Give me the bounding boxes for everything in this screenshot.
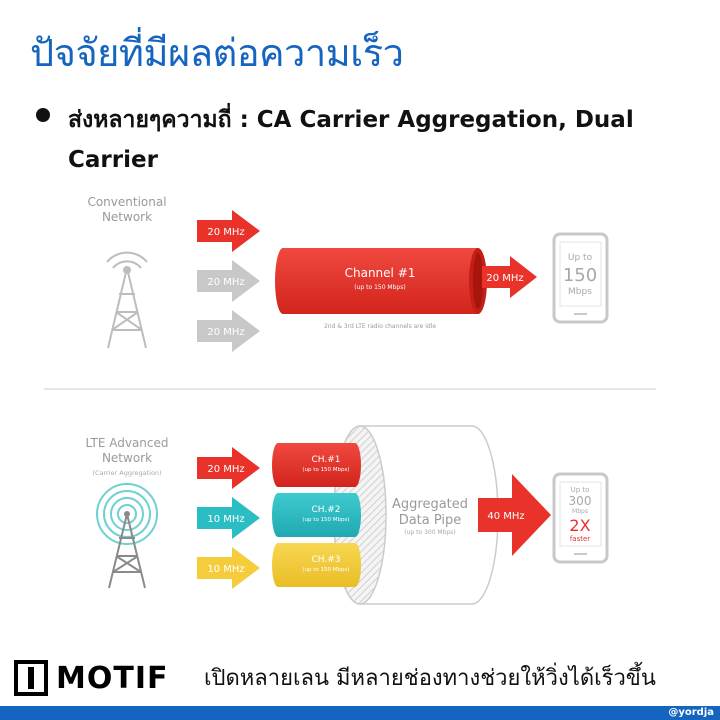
cell-tower-signal-icon bbox=[97, 484, 157, 588]
svg-text:(up to 150 Mbps): (up to 150 Mbps) bbox=[354, 284, 406, 291]
input-arrow-bottom-3 bbox=[197, 547, 260, 589]
phone-icon-bottom bbox=[554, 474, 607, 562]
input-arrow-top-3 bbox=[197, 310, 260, 352]
svg-text:CH.#1: CH.#1 bbox=[311, 455, 341, 465]
channel-pipe-2 bbox=[272, 493, 361, 537]
svg-text:40 MHz: 40 MHz bbox=[487, 511, 525, 522]
svg-text:(up to 150 Mbps): (up to 150 Mbps) bbox=[302, 467, 350, 473]
footer-bar bbox=[0, 706, 720, 720]
svg-text:20 MHz: 20 MHz bbox=[207, 327, 245, 338]
channel-1-pipe bbox=[275, 248, 487, 314]
svg-text:Mbps: Mbps bbox=[572, 508, 588, 515]
input-arrow-bottom-1 bbox=[197, 447, 260, 489]
idle-channels-note: 2nd & 3rd LTE radio channels are idle bbox=[323, 323, 437, 330]
svg-text:Up to: Up to bbox=[570, 486, 590, 494]
svg-text:20 MHz: 20 MHz bbox=[486, 273, 524, 284]
svg-text:faster: faster bbox=[569, 535, 591, 543]
svg-text:Data Pipe: Data Pipe bbox=[398, 513, 462, 528]
input-arrow-top-1 bbox=[197, 210, 260, 252]
svg-text:20 MHz: 20 MHz bbox=[207, 464, 245, 475]
logo-mark-icon bbox=[14, 660, 48, 696]
input-arrow-top-2 bbox=[197, 260, 260, 302]
conventional-network-label-1: Conventional bbox=[87, 195, 167, 209]
svg-text:CH.#3: CH.#3 bbox=[311, 555, 341, 565]
footer-caption: เปิดหลายเลน มีหลายช่องทางช่วยให้วิ่งได้เร็วขึ้น bbox=[204, 666, 656, 691]
svg-text:2X: 2X bbox=[569, 516, 591, 535]
svg-text:Up to: Up to bbox=[567, 253, 593, 263]
svg-text:(up to 300 Mbps): (up to 300 Mbps) bbox=[404, 529, 456, 536]
svg-text:300: 300 bbox=[568, 494, 592, 508]
lte-advanced-label-2: Network bbox=[101, 451, 153, 465]
svg-text:Mbps: Mbps bbox=[568, 287, 592, 297]
svg-text:Channel #1: Channel #1 bbox=[344, 266, 416, 280]
svg-text:(up to 150 Mbps): (up to 150 Mbps) bbox=[302, 567, 350, 573]
svg-text:20 MHz: 20 MHz bbox=[207, 277, 245, 288]
channel-pipe-3 bbox=[272, 543, 361, 587]
lte-advanced-label-1: LTE Advanced bbox=[85, 436, 169, 450]
lte-advanced-label-3: (Carrier Aggregation) bbox=[92, 469, 162, 477]
svg-text:150: 150 bbox=[562, 265, 598, 286]
conventional-network-label-2: Network bbox=[101, 210, 153, 224]
logo-text: MOTIF bbox=[56, 660, 169, 696]
input-arrow-bottom-2 bbox=[197, 497, 260, 539]
svg-text:CH.#2: CH.#2 bbox=[311, 505, 341, 515]
motif-logo bbox=[14, 658, 168, 698]
svg-text:10 MHz: 10 MHz bbox=[207, 564, 245, 575]
page-title: ปัจจัยที่มีผลต่อความเร็ว bbox=[30, 31, 404, 75]
svg-text:10 MHz: 10 MHz bbox=[207, 514, 245, 525]
output-arrow-top bbox=[482, 256, 537, 298]
svg-text:20 MHz: 20 MHz bbox=[207, 227, 245, 238]
svg-text:Aggregated: Aggregated bbox=[391, 497, 469, 512]
author-handle: @yordja bbox=[668, 707, 714, 718]
channel-pipe-1 bbox=[272, 443, 361, 487]
cell-tower-icon bbox=[107, 253, 147, 348]
phone-icon-top bbox=[554, 234, 607, 322]
svg-text:(up to 150 Mbps): (up to 150 Mbps) bbox=[302, 517, 350, 523]
bullet-text: ส่งหลายๆความถี่ : CA Carrier Aggregation, Dual Carrier bbox=[68, 107, 634, 173]
